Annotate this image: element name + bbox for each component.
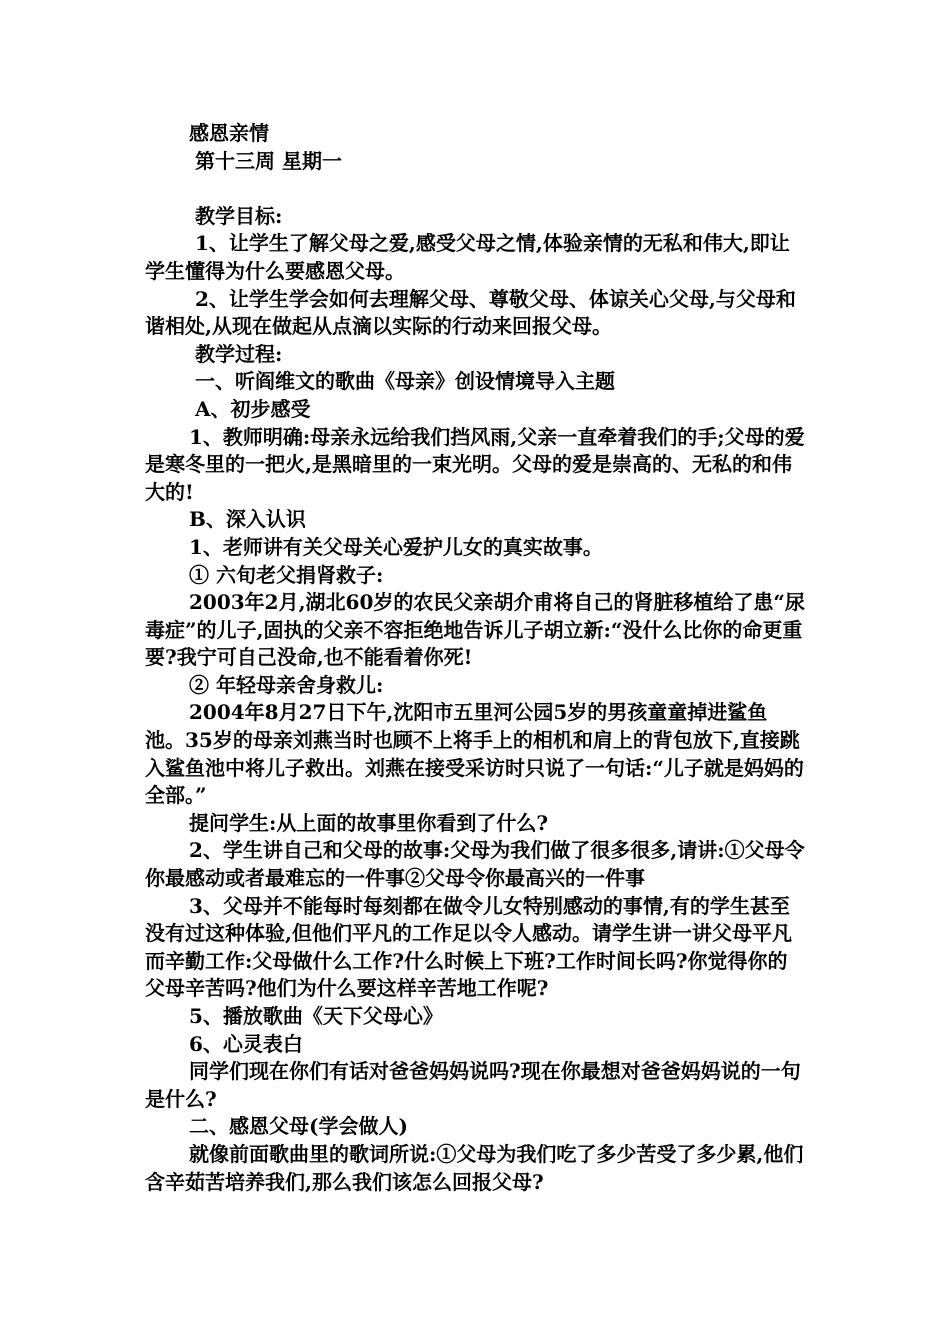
document-title: 感恩亲情: [189, 121, 269, 145]
blank-line: [145, 175, 807, 203]
paragraph-true-stories: 1、老师讲有关父母关心爱护儿女的真实故事。: [189, 534, 603, 559]
paragraph-story-1: 2003年2月,湖北60岁的农民父亲胡介甫将自己的肾脏移植给了患“尿毒症”的儿子,固执的父亲不容拒绝地告诉儿子胡立新:“没什么比你的命更重要?我宁可自己没命,也不能看着你死!: [145, 590, 805, 670]
paragraph-section-b: B、深入认识: [189, 507, 306, 532]
paragraph-story-2-heading: ② 年轻母亲舍身救儿:: [189, 672, 384, 697]
paragraph-play-song: 5、播放歌曲《天下父母心》: [189, 1004, 443, 1028]
paragraph-question: 提问学生:从上面的故事里你看到了什么?: [189, 810, 549, 835]
paragraph-students-words: 同学们现在你们有话对爸爸妈妈说吗?现在你最想对爸爸妈妈说的一句是什么?: [145, 1059, 801, 1111]
paragraph-objective-1: 1、让学生了解父母之爱,感受父母之情,体验亲情的无私和伟大,即让学生懂得为什么要感恩父母。: [145, 231, 790, 283]
paragraph-section-1: 一、听阎维文的歌曲《母亲》创设情境导入主题: [195, 369, 615, 394]
paragraph-objective-2: 2、让学生学会如何去理解父母、尊敬父母、体谅关心父母,与父母和谐相处,从现在做起从点滴以实际的行动来回报父母。: [145, 286, 796, 339]
paragraph-section-2: 二、感恩父母(学会做人): [189, 1114, 408, 1139]
paragraph-story-2: 2004年8月27日下午,沈阳市五里河公园5岁的男孩童童掉进鲨鱼池。35岁的母亲刘燕当时也顾不上将手上的相机和肩上的背包放下,直接跳入鲨鱼池中将儿子救出。刘燕在接受采访时只说了一句话:“儿子就是妈妈的全部。”: [145, 700, 804, 808]
paragraph-student-stories: 2、学生讲自己和父母的故事:父母为我们做了很多很多,请讲:①父母令你最感动或者最难忘的一件事②父母令你最高兴的一件事: [145, 838, 805, 891]
document-subtitle: 第十三周 星期一: [195, 148, 342, 173]
paragraph-objectives-heading: 教学目标:: [195, 203, 283, 228]
paragraph-teacher-statement: 1、教师明确:母亲永远给我们挡风雨,父亲一直牵着我们的手;父母的爱是寒冬里的一把火,是黑暗里的一束光明。父母的爱是崇高的、无私的和伟大的!: [145, 424, 805, 504]
paragraph-parents-work: 3、父母并不能每时每刻都在做令儿女特别感动的事情,有的学生甚至没有过这种体验,但他们平凡的工作足以令人感动。请学生讲一讲父母平凡而辛勤工作:父母做什么工作?什么时候上下班?工作时间长吗?你觉得你的父母辛苦吗?他们为什么要这样辛苦地工作呢?: [145, 893, 792, 1001]
paragraph-story-1-heading: ① 六旬老父捐肾救子:: [189, 562, 384, 587]
paragraph-section-a: A、初步感受: [195, 396, 311, 421]
paragraph-process-heading: 教学过程:: [195, 341, 283, 366]
paragraph-heart-confession: 6、心灵表白: [189, 1031, 303, 1056]
document-body: [145, 120, 807, 1196]
paragraph-lyrics: 就像前面歌曲里的歌词所说:①父母为我们吃了多少苦受了多少累,他们含辛茹苦培养我们,那么我们该怎么回报父母?: [145, 1141, 804, 1194]
